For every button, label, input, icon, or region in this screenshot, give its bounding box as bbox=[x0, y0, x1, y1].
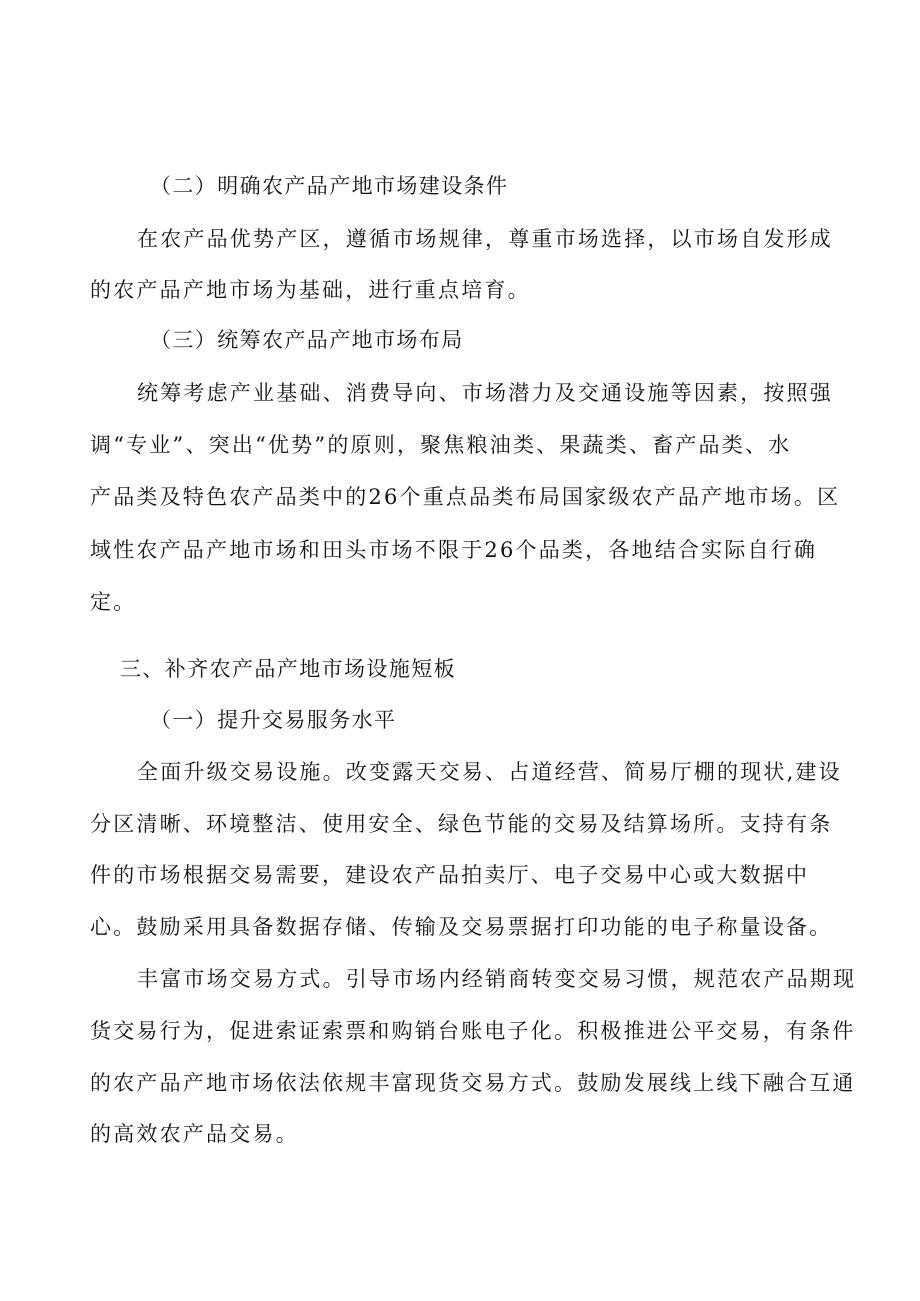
chapter-heading-san: 三、补齐农产品产地市场设施短板 bbox=[120, 657, 456, 681]
paragraph-line: 的农产品产地市场为基础，进行重点培育。 bbox=[90, 278, 531, 302]
paragraph-line: 域性农产品产地市场和田头市场不限于26个品类，各地结合实际自行确 bbox=[90, 538, 818, 562]
paragraph-line: 调“专业”、突出“优势”的原则，聚焦粮油类、果蔬类、畜产品类、水 bbox=[90, 433, 792, 457]
section-heading-tong-chou: （三）统筹农产品产地市场布局 bbox=[150, 328, 464, 352]
paragraph-line: 分区清晰、环境整洁、使用安全、绿色节能的交易及结算场所。支持有条 bbox=[90, 812, 833, 836]
paragraph-line: 丰富市场交易方式。引导市场内经销商转变交易习惯，规范农产品期现 bbox=[137, 967, 857, 991]
paragraph-line: 的农产品产地市场依法依规丰富现货交易方式。鼓励发展线上线下融合互通 bbox=[90, 1071, 856, 1095]
paragraph-line: 的高效农产品交易。 bbox=[90, 1122, 299, 1146]
paragraph-line: 定。 bbox=[90, 590, 137, 614]
paragraph-line: 在农产品优势产区，遵循市场规律，尊重市场选择，以市场自发形成 bbox=[137, 227, 833, 251]
paragraph-line: 统筹考虑产业基础、消费导向、市场潜力及交通设施等因素，按照强 bbox=[137, 381, 833, 405]
paragraph-line: 全面升级交易设施。改变露天交易、占道经营、简易厅棚的现状,建设 bbox=[137, 760, 842, 784]
paragraph-line: 产品类及特色农产品类中的26个重点品类布局国家级农产品产地市场。区 bbox=[90, 485, 841, 509]
section-heading-ming-que: （二）明确农产品产地市场建设条件 bbox=[150, 174, 509, 198]
paragraph-line: 货交易行为，促进索证索票和购销台账电子化。积极推进公平交易，有条件 bbox=[90, 1019, 856, 1043]
paragraph-line: 件的市场根据交易需要，建设农产品拍卖厅、电子交易中心或大数据中 bbox=[90, 863, 810, 887]
paragraph-line: 心。鼓励采用具备数据存储、传输及交易票据打印功能的电子称量设备。 bbox=[90, 915, 833, 939]
section-heading-ti-sheng: （一）提升交易服务水平 bbox=[150, 708, 397, 732]
